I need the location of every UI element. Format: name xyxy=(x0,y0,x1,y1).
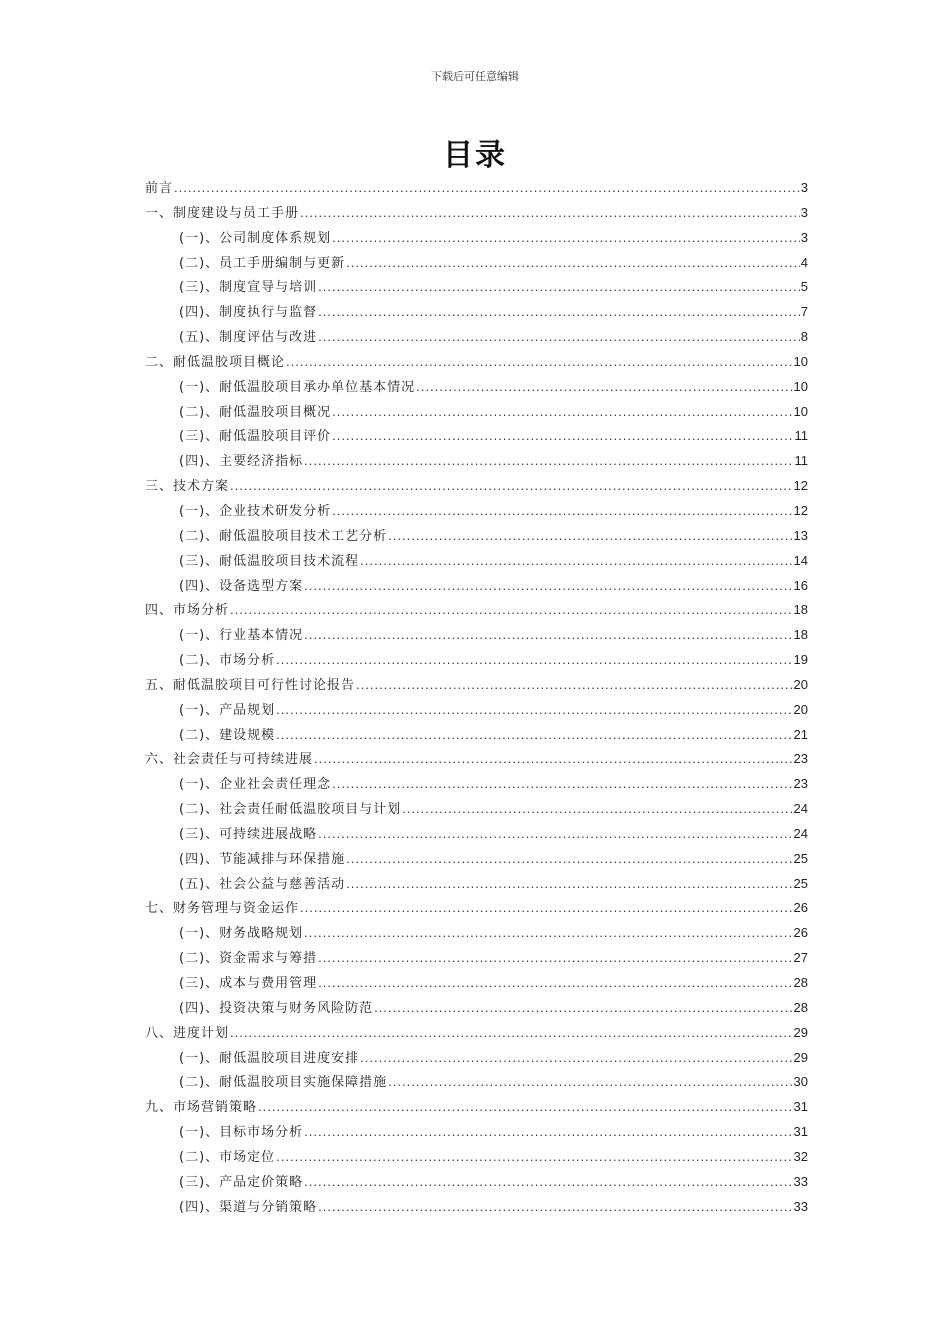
toc-entry[interactable] xyxy=(145,698,808,723)
toc-entry-label: (二)、社会责任耐低温胶项目与计划 xyxy=(179,802,402,818)
toc-entry-page-number: 33 xyxy=(793,1198,808,1214)
toc-entry-page-number: 33 xyxy=(793,1173,808,1189)
toc-entry-label: (五)、制度评估与改进 xyxy=(179,330,318,346)
toc-entry-label: (四)、制度执行与监督 xyxy=(179,305,318,321)
toc-entry-page-number: 26 xyxy=(793,925,808,941)
toc-leader-dots xyxy=(258,1095,793,1120)
toc-leader-dots xyxy=(332,424,793,449)
toc-entry-page-number: 30 xyxy=(793,1074,808,1090)
toc-entry-label: (三)、产品定价策略 xyxy=(179,1174,304,1190)
toc-entry-label: (二)、建设规模 xyxy=(179,727,276,743)
toc-leader-dots xyxy=(230,598,793,623)
toc-leader-dots xyxy=(304,1170,792,1195)
toc-entry-label: (三)、耐低温胶项目评价 xyxy=(179,429,332,445)
toc-entry-label: 五、耐低温胶项目可行性讨论报告 xyxy=(145,677,356,693)
toc-leader-dots xyxy=(318,300,800,325)
toc-entry-page-number: 25 xyxy=(793,850,808,866)
toc-entry-label: (一)、行业基本情况 xyxy=(179,628,304,644)
toc-entry-page-number: 20 xyxy=(793,676,808,692)
toc-entry-label: 一、制度建设与员工手册 xyxy=(145,205,300,221)
toc-entry[interactable] xyxy=(145,524,808,549)
toc-entry[interactable] xyxy=(145,1170,808,1195)
toc-entry-page-number: 18 xyxy=(793,602,808,618)
toc-leader-dots xyxy=(356,673,793,698)
toc-leader-dots xyxy=(332,772,792,797)
toc-leader-dots xyxy=(286,350,793,375)
toc-entry-label: 四、市场分析 xyxy=(145,603,230,619)
toc-entry-page-number: 8 xyxy=(800,329,808,345)
toc-entry[interactable] xyxy=(145,1120,808,1145)
toc-entry-label: (一)、耐低温胶项目承办单位基本情况 xyxy=(179,379,416,395)
toc-entry[interactable] xyxy=(145,325,808,350)
toc-entry-page-number: 24 xyxy=(793,825,808,841)
toc-entry-page-number: 5 xyxy=(800,279,808,295)
toc-entry[interactable] xyxy=(145,350,808,375)
toc-entry-page-number: 29 xyxy=(793,1049,808,1065)
toc-entry-page-number: 10 xyxy=(793,353,808,369)
toc-entry-label: 六、社会责任与可持续进展 xyxy=(145,752,314,768)
toc-leader-dots xyxy=(318,1195,792,1220)
toc-entry[interactable] xyxy=(145,1095,808,1120)
toc-entry-label: (三)、耐低温胶项目技术流程 xyxy=(179,553,360,569)
toc-entry[interactable] xyxy=(145,251,808,276)
toc-entry[interactable] xyxy=(145,946,808,971)
toc-entry-label: (四)、设备选型方案 xyxy=(179,578,304,594)
toc-entry-page-number: 18 xyxy=(793,627,808,643)
toc-leader-dots xyxy=(388,1070,792,1095)
toc-entry[interactable] xyxy=(145,598,808,623)
toc-entry[interactable] xyxy=(145,1070,808,1095)
toc-leader-dots xyxy=(276,723,792,748)
toc-entry-label: (三)、成本与费用管理 xyxy=(179,976,318,991)
toc-leader-dots xyxy=(304,623,792,648)
toc-leader-dots xyxy=(318,946,792,971)
toc-entry[interactable] xyxy=(145,1021,808,1046)
toc-entry[interactable] xyxy=(145,424,808,449)
toc-entry[interactable] xyxy=(145,971,808,996)
toc-entry-label: (一)、公司制度体系规划 xyxy=(179,230,332,246)
toc-entry-page-number: 25 xyxy=(793,875,808,891)
toc-entry-page-number: 10 xyxy=(793,403,808,419)
toc-leader-dots xyxy=(230,474,793,499)
toc-entry-label: (三)、制度宣导与培训 xyxy=(179,280,318,296)
toc-entry[interactable] xyxy=(145,176,808,201)
toc-entry-page-number: 3 xyxy=(800,229,808,245)
toc-entry[interactable] xyxy=(145,996,808,1021)
toc-leader-dots xyxy=(374,996,792,1021)
toc-entry-label: 三、技术方案 xyxy=(145,479,230,495)
toc-entry[interactable] xyxy=(145,400,808,425)
table-of-contents xyxy=(145,176,808,1219)
toc-entry[interactable] xyxy=(145,723,808,748)
toc-entry-label: 二、耐低温胶项目概论 xyxy=(145,354,286,370)
toc-entry-page-number: 3 xyxy=(800,204,808,220)
toc-entry[interactable] xyxy=(145,847,808,872)
toc-entry-label: (二)、耐低温胶项目实施保障措施 xyxy=(179,1075,388,1091)
toc-leader-dots xyxy=(276,648,792,673)
toc-entry-label: (一)、财务战略规划 xyxy=(179,926,304,942)
toc-entry[interactable] xyxy=(145,673,808,698)
toc-entry[interactable] xyxy=(145,449,808,474)
toc-entry-label: 前言 xyxy=(145,181,174,196)
toc-leader-dots xyxy=(360,1046,792,1071)
toc-entry-label: 七、财务管理与资金运作 xyxy=(145,901,300,917)
toc-leader-dots xyxy=(332,400,792,425)
toc-entry[interactable] xyxy=(145,201,808,226)
toc-entry[interactable] xyxy=(145,648,808,673)
toc-entry[interactable] xyxy=(145,872,808,897)
toc-entry-page-number: 28 xyxy=(793,999,808,1015)
toc-entry-label: (四)、渠道与分销策略 xyxy=(179,1199,318,1215)
toc-entry[interactable] xyxy=(145,574,808,599)
toc-entry-page-number: 21 xyxy=(793,726,808,742)
toc-entry-page-number: 23 xyxy=(793,776,808,792)
toc-leader-dots xyxy=(304,449,793,474)
toc-leader-dots xyxy=(388,524,792,549)
toc-entry-label: (五)、社会公益与慈善活动 xyxy=(179,876,346,892)
toc-entry-label: (二)、资金需求与筹措 xyxy=(179,951,318,967)
toc-entry[interactable] xyxy=(145,772,808,797)
toc-entry[interactable] xyxy=(145,499,808,524)
toc-entry-page-number: 10 xyxy=(793,378,808,394)
toc-entry-page-number: 14 xyxy=(793,552,808,568)
toc-entry[interactable] xyxy=(145,1046,808,1071)
toc-entry-label: (二)、员工手册编制与更新 xyxy=(179,255,346,271)
toc-entry[interactable] xyxy=(145,896,808,921)
toc-leader-dots xyxy=(276,698,792,723)
toc-entry-page-number: 19 xyxy=(793,652,808,668)
toc-entry-page-number: 16 xyxy=(793,577,808,593)
toc-entry-page-number: 31 xyxy=(793,1099,808,1115)
toc-leader-dots xyxy=(300,201,800,226)
toc-entry-page-number: 32 xyxy=(793,1148,808,1164)
toc-entry-page-number: 23 xyxy=(793,751,808,767)
toc-leader-dots xyxy=(318,275,800,300)
toc-entry[interactable] xyxy=(145,797,808,822)
toc-leader-dots xyxy=(230,1021,793,1046)
toc-entry-page-number: 27 xyxy=(793,950,808,966)
toc-entry[interactable] xyxy=(145,375,808,400)
toc-entry-label: (四)、节能减排与环保措施 xyxy=(179,851,346,867)
toc-entry-label: (一)、企业社会责任理念 xyxy=(179,777,332,793)
toc-entry-label: 九、市场营销策略 xyxy=(145,1100,258,1116)
toc-entry-page-number: 31 xyxy=(793,1124,808,1140)
toc-entry[interactable] xyxy=(145,549,808,574)
toc-leader-dots xyxy=(318,325,800,350)
toc-entry-label: (一)、耐低温胶项目进度安排 xyxy=(179,1050,360,1066)
toc-entry-page-number: 11 xyxy=(794,428,808,444)
toc-leader-dots xyxy=(304,574,792,599)
toc-entry-page-number: 26 xyxy=(793,900,808,916)
toc-leader-dots xyxy=(332,499,792,524)
toc-leader-dots xyxy=(332,226,800,251)
toc-entry-label: (四)、投资决策与财务风险防范 xyxy=(179,1000,374,1016)
page-header: 下载后可任意编辑 xyxy=(431,70,519,83)
toc-leader-dots xyxy=(346,847,792,872)
toc-entry-page-number: 3 xyxy=(800,180,808,195)
toc-entry[interactable] xyxy=(145,300,808,325)
page-title: 目录 xyxy=(443,138,507,173)
toc-entry-label: (一)、产品规划 xyxy=(179,702,276,718)
toc-entry[interactable] xyxy=(145,822,808,847)
toc-leader-dots xyxy=(304,1120,792,1145)
toc-entry-page-number: 20 xyxy=(793,701,808,717)
toc-entry-label: (四)、主要经济指标 xyxy=(179,454,304,470)
toc-entry-label: (二)、市场定位 xyxy=(179,1149,276,1165)
toc-entry-page-number: 11 xyxy=(794,453,808,469)
toc-leader-dots xyxy=(304,921,792,946)
toc-leader-dots xyxy=(300,896,793,921)
toc-entry-page-number: 13 xyxy=(793,527,808,543)
toc-entry-label: (二)、耐低温胶项目概况 xyxy=(179,404,332,420)
toc-leader-dots xyxy=(416,375,792,400)
toc-entry-page-number: 4 xyxy=(800,254,808,270)
toc-leader-dots xyxy=(314,747,793,772)
toc-leader-dots xyxy=(402,797,792,822)
toc-entry-page-number: 7 xyxy=(800,304,808,320)
toc-entry-label: (二)、市场分析 xyxy=(179,653,276,669)
toc-leader-dots xyxy=(360,549,792,574)
toc-entry[interactable] xyxy=(145,623,808,648)
toc-entry-label: (一)、企业技术研发分析 xyxy=(179,503,332,519)
toc-entry-label: (三)、可持续进展战略 xyxy=(179,826,318,842)
toc-entry[interactable] xyxy=(145,226,808,251)
toc-entry-page-number: 12 xyxy=(793,502,808,518)
toc-entry-page-number: 24 xyxy=(793,801,808,817)
toc-entry[interactable] xyxy=(145,474,808,499)
toc-entry-page-number: 12 xyxy=(793,478,808,494)
toc-leader-dots xyxy=(318,971,792,996)
toc-leader-dots xyxy=(346,872,792,897)
toc-leader-dots xyxy=(174,176,800,201)
toc-entry[interactable] xyxy=(145,747,808,772)
toc-leader-dots xyxy=(276,1145,792,1170)
toc-entry[interactable] xyxy=(145,1195,808,1220)
toc-entry[interactable] xyxy=(145,921,808,946)
toc-entry-page-number: 29 xyxy=(793,1024,808,1040)
toc-entry-label: (一)、目标市场分析 xyxy=(179,1125,304,1141)
toc-leader-dots xyxy=(346,251,800,276)
toc-entry-page-number: 28 xyxy=(793,975,808,990)
toc-entry-label: 八、进度计划 xyxy=(145,1025,230,1041)
toc-entry-label: (二)、耐低温胶项目技术工艺分析 xyxy=(179,528,388,544)
toc-entry[interactable] xyxy=(145,1145,808,1170)
toc-leader-dots xyxy=(318,822,792,847)
toc-entry[interactable] xyxy=(145,275,808,300)
